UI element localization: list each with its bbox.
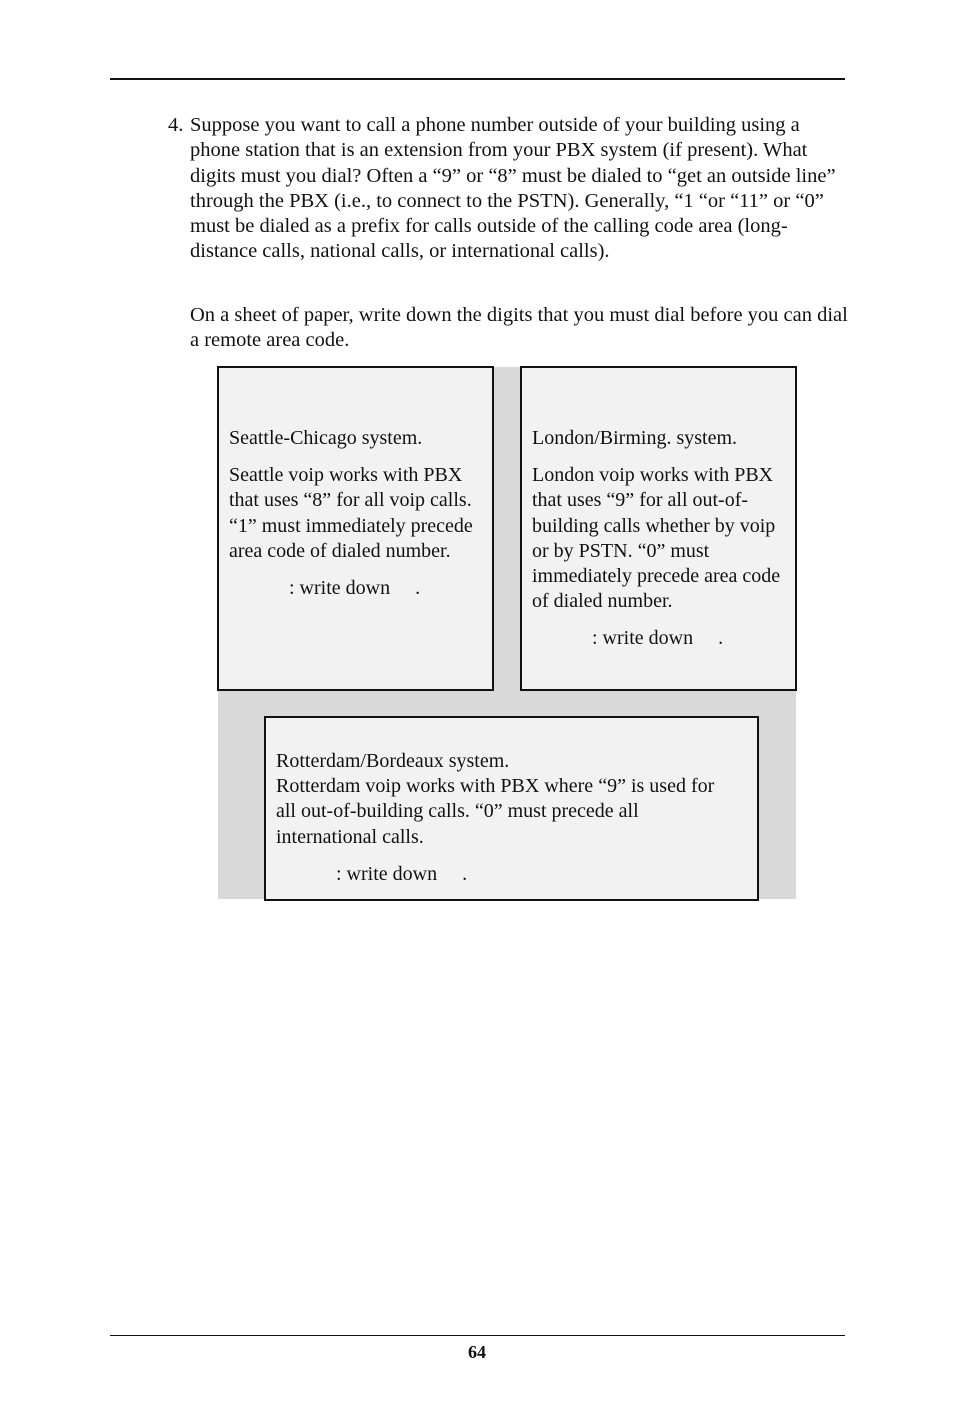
header-rule: [110, 78, 845, 80]
diagram-background: [493, 367, 521, 690]
box-body: Rotterdam voip works with PBX where “9” is used for all out-of-building calls. “0” must precede all international calls.: [276, 775, 715, 848]
box-write-prompt: : write down .: [336, 862, 468, 885]
page-number: 64: [468, 1342, 486, 1362]
step-instruction: On a sheet of paper, write down the digits that you must dial before you can dial a remote area code.: [190, 304, 848, 352]
box-body: Seattle voip works with PBX that uses “8” for all voip calls. “1” must immediately precede area code of dialed number.: [229, 464, 473, 562]
step-text: Suppose you want to call a phone number outside of your building using a phone station that is an extension from your PBX system (if present). What digits must you dial? Often a “9” or “8” must be dialed to “get an outside line” through the PBX (i.e., to connect to the PSTN). Generally, “1 “or “11” or “0” must be dialed as a prefix for calls outside of the calling code area (long-distance calls, national calls, or international calls).: [190, 114, 836, 263]
box-title: London/Birming. system.: [532, 427, 737, 449]
seattle-chicago-box: [217, 366, 494, 691]
step-number: 4.: [168, 114, 184, 136]
box-title: Rotterdam/Bordeaux system.: [276, 750, 510, 772]
box-body: London voip works with PBX that uses “9” for all out-of-building calls whether by voip or by PSTN. “0” must immediately precede area code of dialed number.: [532, 464, 781, 613]
footer-rule: [110, 1335, 845, 1336]
box-title: Seattle-Chicago system.: [229, 427, 423, 449]
rotterdam-bordeaux-box: [264, 716, 759, 901]
box-write-prompt: : write down .: [592, 627, 724, 650]
box-write-prompt: : write down .: [289, 577, 421, 600]
london-birmingham-box: [520, 366, 797, 691]
